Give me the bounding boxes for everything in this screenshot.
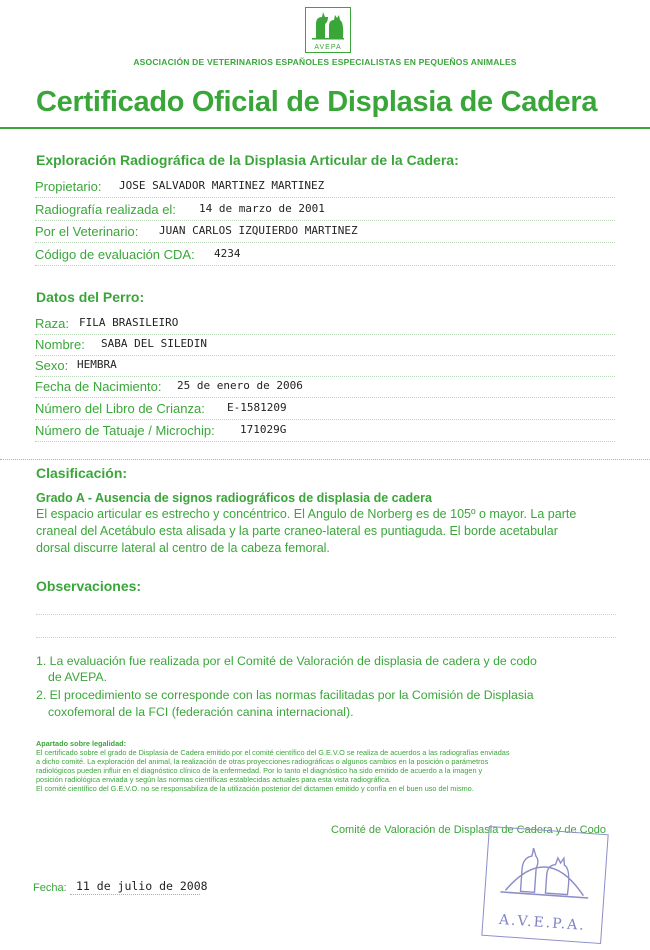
logo-text: AVEPA xyxy=(314,44,342,51)
classification-text-line: El espacio articular es estrecho y concéntrico. El Angulo de Norberg es de 105º o mayor. La parte xyxy=(36,507,577,521)
field-value: FILA BRASILEIRO xyxy=(79,316,179,329)
field-label: Raza: xyxy=(35,316,69,331)
grade-label: Grado A - Ausencia de signos radiográficos de displasia de cadera xyxy=(36,491,432,505)
page-title: Certificado Oficial de Displasia de Cadera xyxy=(36,86,598,118)
date-line xyxy=(70,894,200,895)
note-item: 1. La evaluación fue realizada por el Comité de Valoración de displasia de cadera y de codo xyxy=(36,654,537,668)
field-veterinarian xyxy=(35,223,615,243)
field-radiography-date xyxy=(35,201,615,221)
committee-signature: Comité de Valoración de Displasia de Cadera y de Codo xyxy=(331,824,606,836)
field-name xyxy=(35,336,615,356)
field-value: 14 de marzo de 2001 xyxy=(199,202,325,215)
field-label: Nombre: xyxy=(35,337,85,352)
note-item-continuation: de AVEPA. xyxy=(48,670,108,684)
field-microchip xyxy=(35,422,615,442)
field-label: Propietario: xyxy=(35,179,102,194)
legal-line: El certificado sobre el grado de Displasia de Cadera emitido por el comité científico del G.E.V.O se realiza de acuerdos a las radiografías enviadas xyxy=(36,748,510,757)
field-value: SABA DEL SILEDIN xyxy=(101,337,207,350)
avepa-stamp-icon xyxy=(485,827,608,910)
stamp-text: A.V.E.P.A. xyxy=(498,911,587,934)
classification-text-line: craneal del Acetábulo esta alisada y la parte craneo-lateral es puntiaguda. El borde acetabular xyxy=(36,524,558,538)
date-label: Fecha: xyxy=(33,882,67,894)
field-value: 4234 xyxy=(214,247,241,260)
field-owner xyxy=(35,178,615,198)
title-divider xyxy=(0,127,650,129)
field-label: Por el Veterinario: xyxy=(35,224,139,239)
field-value: E-1581209 xyxy=(227,401,287,414)
field-label: Número de Tatuaje / Microchip: xyxy=(35,423,215,438)
field-value: 171029G xyxy=(240,423,287,436)
legal-line: radiológicos pueden influir en el diagnóstico clínico de la enfermedad. Por lo tanto el diagnóstico ha sido emitido de acuerdo a la imagen y xyxy=(36,766,483,775)
field-value: 25 de enero de 2006 xyxy=(177,379,303,392)
classification-text-line: dorsal discurre lateral al centro de la cabeza femoral. xyxy=(36,541,330,555)
field-sex xyxy=(35,357,615,377)
field-cda-code xyxy=(35,246,615,266)
observation-line xyxy=(36,637,616,638)
observation-line xyxy=(36,614,616,615)
field-label: Código de evaluación CDA: xyxy=(35,247,195,262)
exploration-heading: Exploración Radiográfica de la Displasia Articular de la Cadera: xyxy=(36,152,459,168)
field-value: JUAN CARLOS IZQUIERDO MARTINEZ xyxy=(159,224,358,237)
field-value: JOSE SALVADOR MARTINEZ MARTINEZ xyxy=(119,179,325,192)
avepa-logo xyxy=(305,7,351,53)
legal-heading: Apartado sobre legalidad: xyxy=(36,739,127,748)
dog-cat-silhouette-icon xyxy=(306,8,350,42)
legal-line: a dicho comité. La exploración del animal, la realización de otras proyecciones radiográficas o algunos cambios en la posición o parámetros xyxy=(36,757,489,766)
field-breed xyxy=(35,315,615,335)
field-label: Sexo: xyxy=(35,358,69,373)
observations-heading: Observaciones: xyxy=(36,578,142,594)
legal-line: posición radiológica enviada y según las normas científicas establecidas actuales para esta vista radiográfica. xyxy=(36,775,391,784)
note-item-continuation: coxofemoral de la FCI (federación canina internacional). xyxy=(48,705,354,719)
field-value: HEMBRA xyxy=(77,358,117,371)
section-divider xyxy=(0,459,650,460)
field-label: Radiografía realizada el: xyxy=(35,202,176,217)
date-value: 11 de julio de 2008 xyxy=(76,879,208,893)
field-label: Número del Libro de Crianza: xyxy=(35,401,205,416)
note-item: 2. El procedimiento se corresponde con las normas facilitadas por la Comisión de Displasia xyxy=(36,688,534,702)
classification-heading: Clasificación: xyxy=(36,465,128,481)
avepa-stamp xyxy=(481,826,608,944)
dog-heading: Datos del Perro: xyxy=(36,289,145,305)
legal-line: El comité científico del G.E.V.O. no se responsabiliza de la utilización posterior del dictamen emitido y confía en el buen uso del mismo. xyxy=(36,784,474,793)
field-breeding-book xyxy=(35,400,615,420)
field-label: Fecha de Nacimiento: xyxy=(35,379,162,394)
field-birth-date xyxy=(35,378,615,398)
association-name: ASOCIACIÓN DE VETERINARIOS ESPAÑOLES ESPECIALISTAS EN PEQUEÑOS ANIMALES xyxy=(133,57,517,67)
